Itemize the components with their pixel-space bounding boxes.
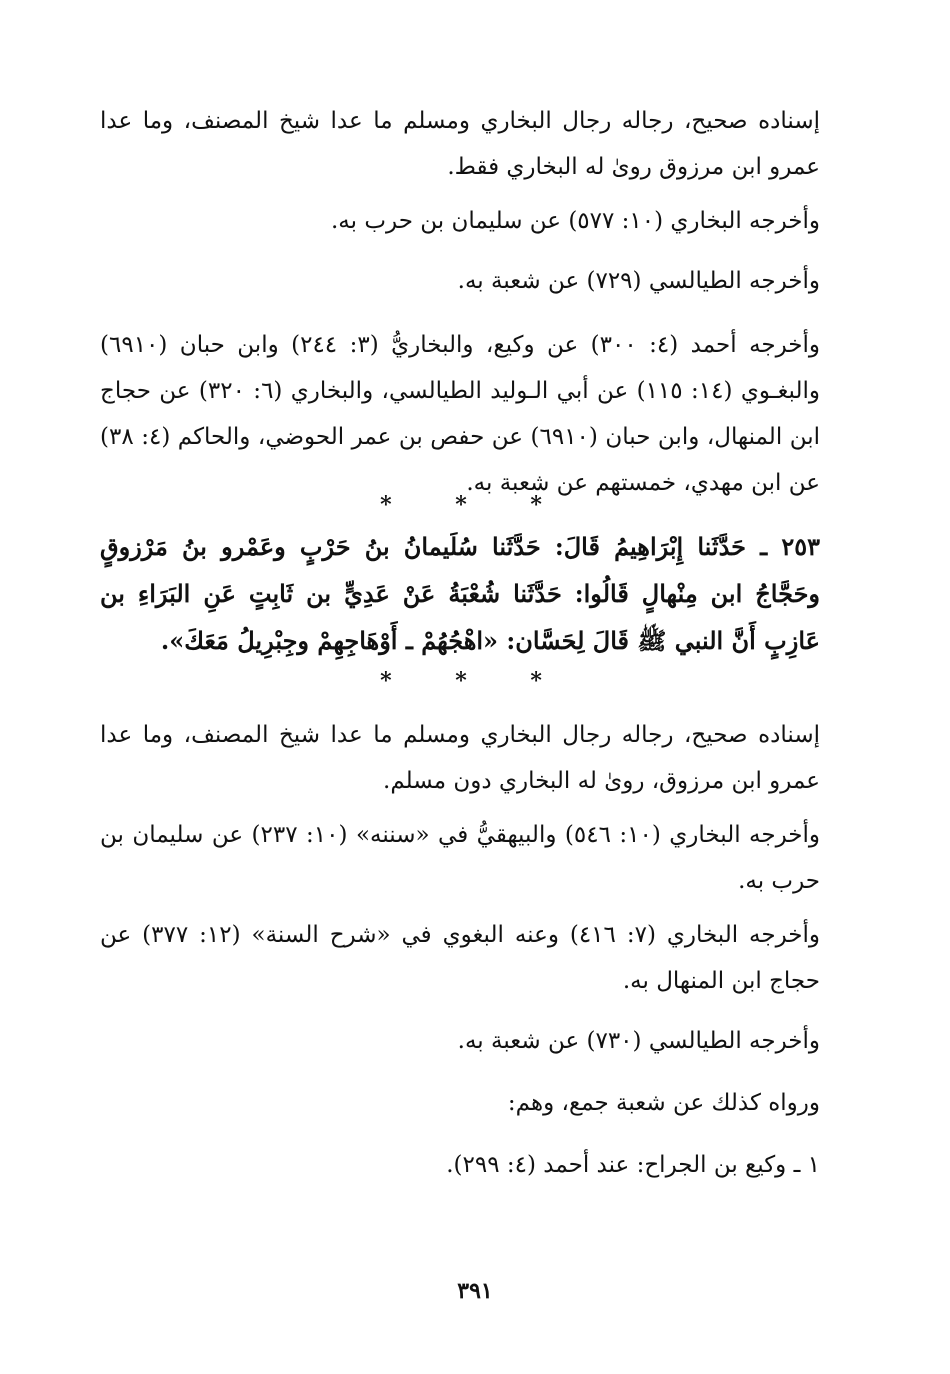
hadith-253-text: ٢٥٣ ـ حَدَّثَنا إِبْرَاهِيمُ قَالَ: حَدَّثَنا سُلَيمانُ بنُ حَرْبٍ وعَمْرو بنُ مَرْزوقٍ وحَجَّاجُ ابن مِنْهالٍ قَالُوا: حَدَّثَنا شُعْبَةُ عَنْ عَدِيٍّ بن ثَابِتٍ عَنِ البَرَاءِ بن عَازِبٍ أَنَّ النبي ﷺ قَالَ لِحَسَّان: «اهْجُهُمْ ـ أَوْهَاجِهِمْ وجِبْرِيلُ مَعَكَ».	[100, 532, 820, 655]
section-divider-stars: * * *	[380, 668, 570, 694]
paragraph-narrator-1: ١ ـ وكيع بن الجراح: عند أحمد (٤: ٢٩٩).	[446, 1152, 820, 1178]
paragraph-bukhari-1: وأخرجه البخاري (١٠: ٥٧٧) عن سليمان بن حرب به.	[331, 208, 820, 234]
paragraph-isnad-1: إسناده صحيح، رجاله رجال البخاري ومسلم ما عدا شيخ المصنف، وما عدا عمرو ابن مرزوق روىٰ له البخاري فقط.	[100, 108, 820, 180]
paragraph-isnad-2: إسناده صحيح، رجاله رجال البخاري ومسلم ما عدا شيخ المصنف، وما عدا عمرو ابن مرزوق، روىٰ له البخاري دون مسلم.	[100, 722, 820, 794]
page-number: ٣٩١	[457, 1278, 493, 1304]
paragraph-ahmad: وأخرجه أحمد (٤: ٣٠٠) عن وكيع، والبخاريُّ (٣: ٢٤٤) وابن حبان (٦٩١٠) والبغـوي (١٤: ١١٥) عن أبي الـوليد الطيالسي، والبخاري (٦: ٣٢٠) عن حجاج ابن المنهال، وابن حبان (٦٩١٠) عن حفص بن عمر الحوضي، والحاكم (٤: ٣٨) عن ابن مهدي، خمستهم عن شعبة به.	[100, 332, 821, 496]
paragraph-tayalisi-1: وأخرجه الطيالسي (٧٢٩) عن شعبة به.	[457, 268, 820, 294]
paragraph-bukhari-baghawi: وأخرجه البخاري (٧: ٤١٦) وعنه البغوي في «شرح السنة» (١٢: ٣٧٧) عن حجاج ابن المنهال به.	[100, 922, 821, 994]
paragraph-tayalisi-2: وأخرجه الطيالسي (٧٣٠) عن شعبة به.	[457, 1028, 820, 1054]
section-divider-stars: * * *	[380, 492, 570, 518]
paragraph-bukhari-bayhaqi: وأخرجه البخاري (١٠: ٥٤٦) والبيهقيُّ في «سننه» (١٠: ٢٣٧) عن سليمان بن حرب به.	[100, 822, 821, 894]
paragraph-narrators-intro: ورواه كذلك عن شعبة جمع، وهم:	[507, 1090, 820, 1116]
